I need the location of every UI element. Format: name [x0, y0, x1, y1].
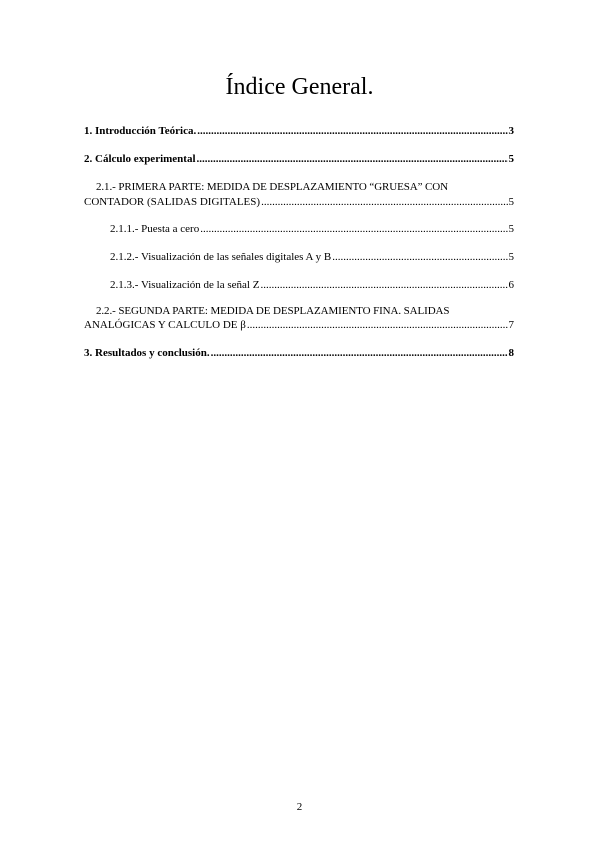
page-title: Índice General. — [225, 74, 374, 100]
page-number: 2 — [296, 801, 303, 813]
toc-leader-dots — [332, 250, 507, 264]
toc-entry-label-line1: 2.2.- SEGUNDA PARTE: MEDIDA DE DESPLAZAMIENTO FINA. SALIDAS — [96, 305, 450, 317]
toc-page-number: 5 — [508, 223, 514, 235]
toc-leader-dots — [247, 318, 508, 332]
toc-leader-dots — [261, 195, 507, 209]
toc-page-number: 5 — [508, 153, 514, 165]
toc-page-number: 6 — [508, 279, 514, 291]
toc-entry-introduccion[interactable] — [84, 124, 514, 138]
toc-page-number: 5 — [508, 196, 514, 208]
toc-entry-label: 2.1.2.- Visualización de las señales digitales A y B — [110, 251, 332, 263]
toc-leader-dots — [200, 222, 507, 236]
toc-leader-dots — [260, 278, 507, 292]
toc-page-number: 7 — [508, 319, 514, 331]
toc-entry-label-line2: CONTADOR (SALIDAS DIGITALES) — [84, 196, 261, 208]
toc-leader-dots — [197, 152, 508, 166]
toc-entry-label: 3. Resultados y conclusión. — [84, 347, 210, 359]
toc-page-number: 3 — [508, 125, 514, 137]
toc-entry-label: 2.1.1.- Puesta a cero — [110, 223, 200, 235]
toc-entry-label: 2. Cálculo experimental — [84, 153, 196, 165]
toc-leader-dots — [211, 346, 508, 360]
toc-leader-dots — [197, 124, 507, 138]
toc-page-number: 5 — [508, 251, 514, 263]
toc-entry-label: 1. Introducción Teórica. — [84, 125, 197, 137]
toc-entry-resultados[interactable] — [84, 346, 514, 360]
toc-entry-calculo-experimental[interactable] — [84, 152, 514, 166]
toc-entry-line2 — [84, 318, 514, 332]
toc-entry-label: 2.1.3.- Visualización de la señal Z — [110, 279, 260, 291]
toc-entry-visualizacion-ab[interactable] — [110, 250, 514, 264]
toc-entry-line2 — [84, 195, 514, 209]
toc-entry-visualizacion-z[interactable] — [110, 278, 514, 292]
toc-page-number: 8 — [508, 347, 514, 359]
toc-entry-puesta-a-cero[interactable] — [110, 222, 514, 236]
toc-entry-label-line1: 2.1.- PRIMERA PARTE: MEDIDA DE DESPLAZAMIENTO “GRUESA” CON — [96, 181, 448, 193]
toc-entry-label-line2: ANALÓGICAS Y CALCULO DE β — [84, 319, 246, 331]
